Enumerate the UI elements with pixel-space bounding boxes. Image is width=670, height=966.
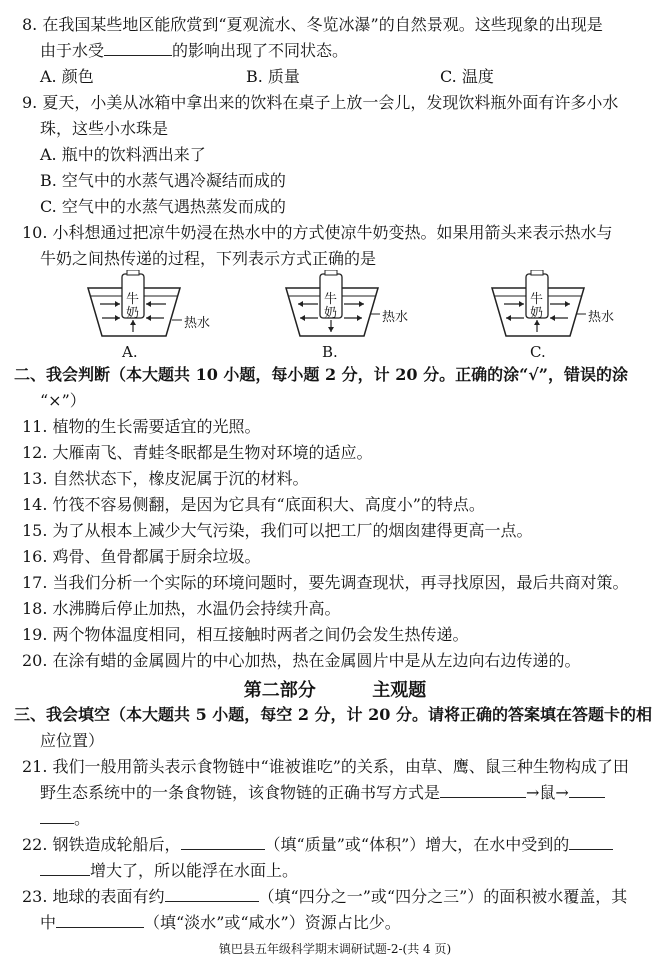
figure-b: [278, 270, 428, 362]
q23-line1-end: （填“四分之一”或“四分之三”）的面积被水覆盖，其: [258, 887, 628, 906]
figure-b-milk-bottom: 奶: [324, 306, 338, 321]
figure-c-milk-bottom: 奶: [530, 306, 544, 321]
page-footer: 镇巴县五年级科学期末调研试题-2-(共 4 页): [218, 942, 452, 956]
q9-line2: 珠，这些小水珠是: [40, 119, 169, 138]
q8-answer-blank[interactable]: [104, 40, 172, 56]
figure-c-caption: C.: [530, 343, 546, 361]
q23-line2: [40, 912, 401, 936]
q21-line2: [40, 782, 605, 806]
part2-heading: [0, 676, 670, 702]
part2-label: 第二部分: [243, 680, 316, 701]
q21-line1: 21. 我们一般用箭头表示食物链中“谁被谁吃”的关系，由草、鹰、鼠三种生物构成了田: [22, 757, 629, 776]
q21-arrow-text: →鼠→: [526, 783, 569, 802]
q21-line3: [40, 808, 90, 832]
q23-line1-start: 23. 地球的表面有约: [22, 887, 165, 906]
q21-blank-2-cont[interactable]: [40, 808, 74, 824]
judgment-19: 19. 两个物体温度相同，相互接触时两者之间仍会发生热传递。: [22, 625, 469, 644]
judgment-17: 17. 当我们分析一个实际的环境问题时，要先调查现状，再寻找原因，最后共商对策。: [22, 573, 629, 592]
q22-line1-end: （填“质量”或“体积”）增大，在水中受到的: [264, 835, 570, 854]
figure-c: [484, 270, 634, 362]
judgment-15: 15. 为了从根本上减少大气污染，我们可以把工厂的烟囱建得更高一点。: [22, 521, 533, 540]
q10-line2: 牛奶之间热传递的过程，下列表示方式正确的是: [40, 249, 377, 268]
figure-b-milk-top: 牛: [324, 292, 338, 307]
q22-blank-1[interactable]: [181, 834, 265, 850]
figure-c-milk-top: 牛: [530, 292, 544, 307]
q23-blank-2[interactable]: [56, 912, 144, 928]
q21-blank-1[interactable]: [440, 782, 526, 798]
q22-blank-2-cont[interactable]: [40, 860, 90, 876]
q21-blank-2[interactable]: [569, 782, 605, 798]
q8-option-a: A. 颜色: [40, 67, 94, 86]
q23-line1: [22, 886, 627, 910]
q8-line1: 8. 在我国某些地区能欣赏到“夏观流水、冬览冰瀑”的自然景观。这些现象的出现是: [22, 15, 603, 34]
q8-line2-end: 的影响出现了不同状态。: [172, 41, 349, 60]
figure-a-water-label: 热水: [184, 316, 211, 331]
section2-heading: 二、我会判断（本大题共 10 小题，每小题 2 分，计 20 分。正确的涂“√”，错误的涂: [14, 365, 629, 384]
q23-line2-end: （填“淡水”或“咸水”）资源占比少。: [144, 913, 401, 932]
section3-heading-cont: 应位置）: [40, 731, 105, 750]
judgment-13: 13. 自然状态下，橡皮泥属于沉的材料。: [22, 469, 309, 488]
figure-c-water-label: 热水: [588, 310, 615, 325]
q9-option-a: A. 瓶中的饮料洒出来了: [40, 145, 206, 164]
q9-option-c: C. 空气中的水蒸气遇热蒸发而成的: [40, 197, 286, 216]
q22-line1: [22, 834, 613, 858]
judgment-12: 12. 大雁南飞、青蛙冬眠都是生物对环境的适应。: [22, 443, 373, 462]
q8-option-b: B. 质量: [246, 67, 300, 86]
section3-heading: 三、我会填空（本大题共 5 小题，每空 2 分，计 20 分。请将正确的答案填在答题卡的相: [14, 705, 652, 724]
judgment-11: 11. 植物的生长需要适宜的光照。: [22, 417, 261, 436]
figure-b-caption: B.: [322, 343, 338, 361]
part2-title: 主观题: [372, 680, 427, 701]
figure-a-milk-bottom: 奶: [126, 306, 140, 321]
q22-blank-2[interactable]: [569, 834, 613, 850]
figure-a: [80, 270, 230, 362]
judgment-16: 16. 鸡骨、鱼骨都属于厨余垃圾。: [22, 547, 261, 566]
judgment-18: 18. 水沸腾后停止加热，水温仍会持续升高。: [22, 599, 341, 618]
q9-option-b: B. 空气中的水蒸气遇冷凝结而成的: [40, 171, 286, 190]
section2-heading-cont: “×”）: [40, 391, 86, 410]
q23-blank-1[interactable]: [165, 886, 259, 902]
judgment-14: 14. 竹筏不容易侧翻，是因为它具有“底面积大、高度小”的特点。: [22, 495, 485, 514]
judgment-20: 20. 在涂有蜡的金属圆片的中心加热，热在金属圆片中是从左边向右边传递的。: [22, 651, 581, 670]
q8-line2-start: 由于水受: [40, 41, 105, 60]
q9-line1: 9. 夏天，小美从冰箱中拿出来的饮料在桌子上放一会儿，发现饮料瓶外面有许多小水: [22, 93, 619, 112]
figure-a-caption: A.: [122, 343, 138, 361]
figure-a-milk-top: 牛: [126, 292, 140, 307]
q21-line2-text: 野生态系统中的一条食物链，该食物链的正确书写方式是: [40, 783, 441, 802]
q8-line2: [40, 40, 348, 64]
q10-line1: 10. 小科想通过把凉牛奶浸在热水中的方式使凉牛奶变热。如果用箭头来表示热水与: [22, 223, 613, 242]
q23-line2-start: 中: [40, 913, 57, 932]
q22-line2-text: 增大了，所以能浮在水面上。: [90, 861, 299, 880]
q21-end-mark: 。: [74, 809, 91, 828]
q22-line1-start: 22. 钢铁造成轮船后，: [22, 835, 181, 854]
q8-option-c: C. 温度: [440, 67, 494, 86]
q22-line2: [40, 860, 298, 884]
figure-b-water-label: 热水: [382, 310, 409, 325]
